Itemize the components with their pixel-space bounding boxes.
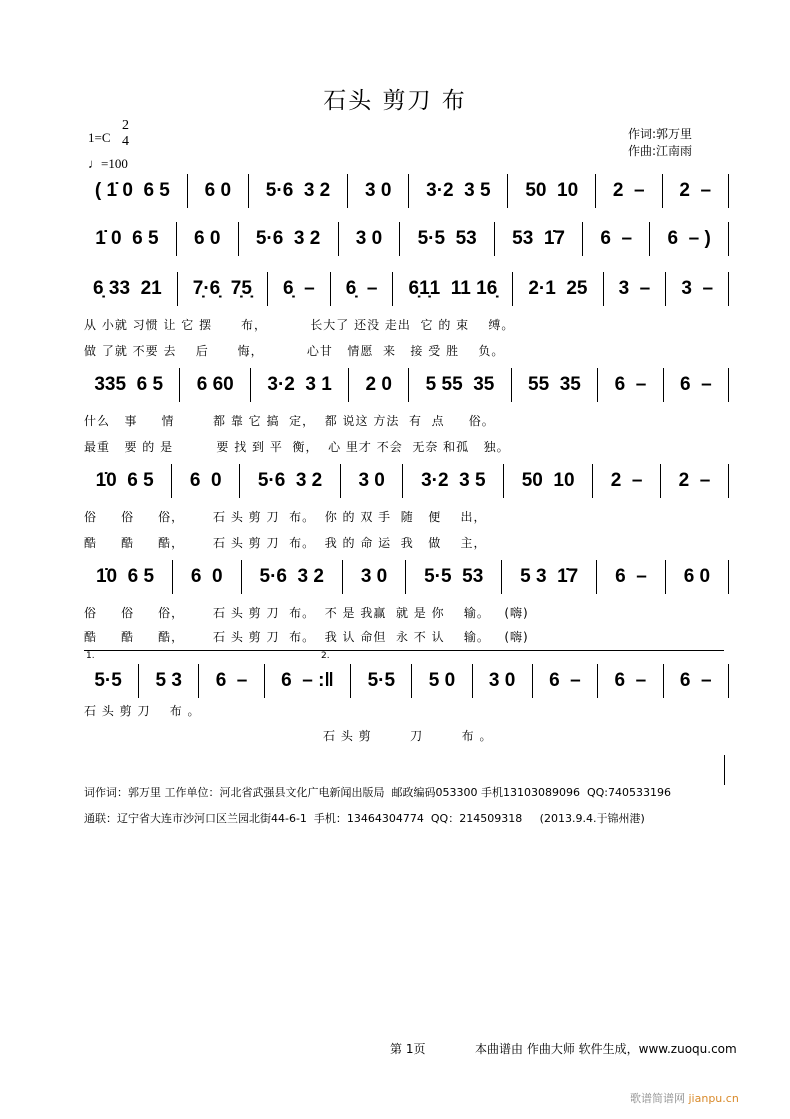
time-signature — [122, 118, 129, 150]
measure: 1̇ 0 6 5 — [95, 228, 159, 249]
measure: 5 0 — [411, 664, 471, 698]
measure: 6 – — [597, 664, 662, 698]
measure: 50 10 — [507, 174, 595, 208]
footer-address-line: 通联：辽宁省大连市沙河口区兰园北街44-6-1 手机：13464304774 QQ：214509318 (2013.9.4.于锦州港) — [84, 812, 645, 825]
volta-first-ending: 1. — [86, 651, 95, 661]
measure: 1̇0 6 5 — [95, 566, 155, 587]
measure: 5·5 53 — [399, 222, 494, 256]
score-line — [78, 664, 729, 698]
measure: 3 0 — [342, 560, 405, 594]
score-line — [78, 174, 729, 208]
time-signature-top: 2 — [122, 118, 129, 133]
page-number: 第 1页 — [390, 1042, 426, 1056]
measure: 6 – ) — [649, 222, 728, 256]
measure: 3·2 3 1 — [250, 368, 348, 402]
measure: 3·2 3 5 — [408, 174, 507, 208]
measure: 3 0 — [338, 222, 400, 256]
lyric-line: 什么 事 情 都 靠 它 搞 定， 都 说这 方法 有 点 俗。 — [84, 414, 495, 428]
lyric-line: 俗 俗 俗， 石 头 剪 刀 布。 不 是 我赢 就 是 你 输。 (嗨) — [84, 606, 529, 620]
lyric-line: 俗 俗 俗， 石 头 剪 刀 布。 你 的 双 手 随 便 出， — [84, 510, 487, 524]
measure: 335 6 5 — [94, 374, 164, 395]
footer-contact-line: 词作词：郭万里 工作单位：河北省武强县文化广电新闻出版局 邮政编码053300 手机13103089096 QQ:740533196 — [84, 786, 671, 799]
measure: 6 0 — [176, 222, 238, 256]
measure: 5·5 — [94, 670, 122, 691]
score-line — [78, 368, 729, 402]
measure: 6 – — [596, 560, 665, 594]
measure: 50 10 — [503, 464, 592, 498]
measure: 6 – — [663, 368, 728, 402]
measure: 6 0 — [665, 560, 728, 594]
tempo-marking: ♩=100 — [88, 156, 128, 171]
measure: 6 – — [582, 222, 649, 256]
watermark-site: jianpu.cn — [688, 1092, 739, 1105]
measure: 6 – — [663, 664, 728, 698]
measure: 5 3 — [138, 664, 198, 698]
measure: 3 – — [665, 272, 728, 306]
measure: 3 0 — [340, 464, 403, 498]
measure: 55 35 — [511, 368, 598, 402]
score-line — [78, 560, 729, 594]
lyric-line: 石 头 剪 刀 布 。 — [323, 729, 493, 743]
measure: 6̣ – — [267, 272, 330, 306]
watermark-text: 歌谱简谱网 — [630, 1092, 685, 1105]
measure: 6̣ 33 21 — [93, 278, 162, 299]
measure: 6̣ – — [330, 272, 393, 306]
time-signature-bottom: 4 — [122, 134, 129, 149]
measure: 3 0 — [472, 664, 532, 698]
measure: 6 0 — [172, 560, 241, 594]
lyric-line: 酷 酷 酷， 石 头 剪 刀 布。 我 认 命但 永 不 认 输。 (嗨) — [84, 630, 529, 644]
measure: 2 – — [592, 464, 660, 498]
measure: 5 3 1̇7 — [501, 560, 596, 594]
measure: 6 0 — [171, 464, 239, 498]
key-signature: 1=C — [88, 130, 111, 145]
measure: ( 1̇ 0 6 5 — [94, 180, 170, 201]
measure: 6 – — [597, 368, 662, 402]
measure: 6 0 — [187, 174, 248, 208]
measure: 3·2 3 5 — [402, 464, 503, 498]
measure: 3 – — [603, 272, 666, 306]
measure: 6̣1̣1 11 16̣ — [392, 272, 512, 306]
measure: 2 – — [595, 174, 661, 208]
volta-second-ending: 2. — [321, 651, 330, 661]
composer-credit: 作曲:江南雨 — [628, 144, 693, 158]
measure: 53 1̇7 — [494, 222, 582, 256]
measure: 6 – — [532, 664, 597, 698]
measure: 6 60 — [179, 368, 250, 402]
measure: 1̇0 6 5 — [95, 470, 154, 491]
measure: 2 – — [662, 174, 728, 208]
song-title: 石头 剪刀 布 — [323, 88, 467, 114]
measure: 5·5 53 — [405, 560, 501, 594]
score-line — [78, 464, 729, 498]
generator-credit: 本曲谱由 作曲大师 软件生成，www.zuoqu.com — [475, 1042, 737, 1056]
measure: 2 – — [660, 464, 728, 498]
measure: 5 55 35 — [408, 368, 510, 402]
measure: 5·6 3 2 — [238, 222, 338, 256]
measure: 2·1 25 — [512, 272, 602, 306]
lyric-line: 石 头 剪 刀 布 。 — [84, 704, 201, 718]
measure: 5·6 3 2 — [241, 560, 342, 594]
measure: 5·5 — [350, 664, 411, 698]
score-line — [78, 222, 729, 256]
volta-bracket — [84, 650, 724, 661]
end-barline — [724, 755, 725, 785]
measure: 3 0 — [347, 174, 408, 208]
lyric-line: 酷 酷 酷， 石 头 剪 刀 布。 我 的 命 运 我 做 主， — [84, 536, 487, 550]
lyric-line: 做 了就 不要 去 后 悔， 心甘 情愿 来 接 受 胜 负。 — [84, 344, 505, 358]
lyricist-credit: 作词:郭万里 — [628, 127, 693, 141]
score-line — [78, 272, 729, 306]
measure: 6 – :‖ — [264, 664, 350, 698]
lyric-line: 从 小就 习惯 让 它 摆 布， 长大了 还没 走出 它 的 束 缚。 — [84, 318, 515, 332]
measure: 6 – — [198, 664, 263, 698]
measure: 2 0 — [348, 368, 408, 402]
measure: 5·6 3 2 — [248, 174, 347, 208]
measure: 7̣·6̣ 7̣5̣ — [177, 272, 267, 306]
watermark — [630, 1090, 739, 1106]
measure: 5·6 3 2 — [239, 464, 340, 498]
lyric-line: 最重 要 的 是 要 找 到 平 衡， 心 里才 不会 无奈 和孤 独。 — [84, 440, 510, 454]
